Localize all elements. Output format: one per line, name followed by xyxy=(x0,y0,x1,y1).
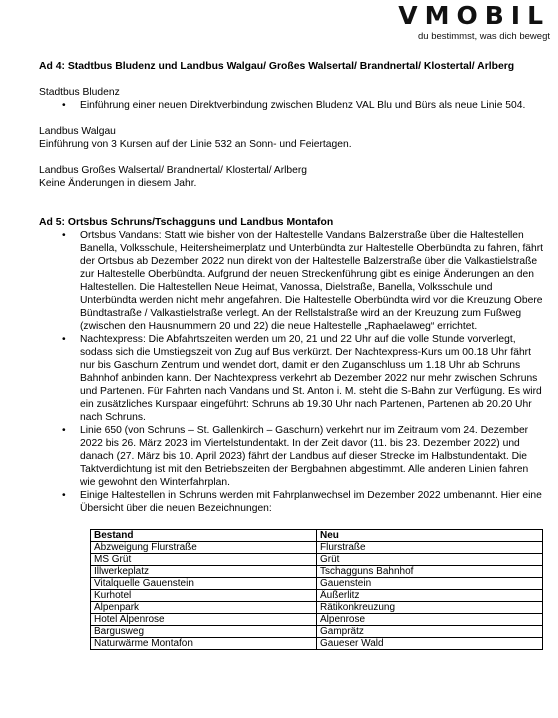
list-item: • Linie 650 (von Schruns – St. Gallenkirch – Gaschurn) verkehrt nur im Zeitraum vom 24. Dezember 2022 bis 26. März 2023 im Viertelstundentakt. In der Zeit davor (11. bis 23. Dezember 2022) und danach (27. März bis 10. April 2023) fährt der Landbus auf dieser Strecke im Halbstundentakt. Die Taktverdichtung ist mit den Betriebszeiten der Bergbahnen abgestimmt. Alle anderen Linien fahren wie gewohnt den Winterfahrplan. xyxy=(62,425,529,488)
table-row xyxy=(91,578,543,590)
stop-rename-table xyxy=(90,529,543,650)
cell-neu: Gauenstein xyxy=(317,578,543,590)
vmobil-logo xyxy=(398,2,550,42)
walgau-title: Landbus Walgau xyxy=(39,126,116,137)
document-body xyxy=(39,60,545,650)
bullet-icon: • xyxy=(62,490,66,501)
cell-neu: Gaueser Wald xyxy=(317,638,543,650)
list-item: • Nachtexpress: Die Abfahrtszeiten werden um 20, 21 und 22 Uhr auf die volle Stunde vorverlegt, sodass sich die Umstiegszeit von Zug auf Bus verkürzt. Der Nachtexpress-Kurs um 00.18 Uhr fährt nur bis Gaschurn Zentrum und wendet dort, damit er den Zuganschluss um 1.18 Uhr ab Schruns Bahnhof anbinden kann. Der Nachtexpress verkehrt ab Dezember 2022 nur mehr zwischen Schruns und Partenen. Für Fahrten nach Vandans und St. Anton i. M. steht die S-Bahn zur Verfügung. Es wird ein zusätzliches Kurspaar eingeführt: Schruns ab 19.30 Uhr nach Partenen, Partenen ab 20.20 Uhr nach Schruns. xyxy=(62,334,542,423)
table-row xyxy=(91,554,543,566)
bullet-icon: • xyxy=(62,334,66,345)
ad5-heading: Ad 5: Ortsbus Schruns/Tschagguns und Landbus Montafon xyxy=(39,217,334,228)
bullet-icon: • xyxy=(62,425,66,436)
cell-neu: Flurstraße xyxy=(317,542,543,554)
cell-bestand: Hotel Alpenrose xyxy=(91,614,317,626)
ad5-list xyxy=(39,229,545,515)
cell-bestand: Illwerkeplatz xyxy=(91,566,317,578)
cell-bestand: Bargusweg xyxy=(91,626,317,638)
bullet-icon: • xyxy=(62,230,66,241)
cell-neu: Alpenrose xyxy=(317,614,543,626)
walsertal-text: Keine Änderungen in diesem Jahr. xyxy=(39,178,197,189)
header-bestand: Bestand xyxy=(91,530,317,542)
cell-neu: Rätikonkreuzung xyxy=(317,602,543,614)
walgau-text: Einführung von 3 Kursen auf der Linie 532 an Sonn- und Feiertagen. xyxy=(39,139,352,150)
walsertal-title: Landbus Großes Walsertal/ Brandnertal/ Klostertal/ Arlberg xyxy=(39,165,308,176)
cell-neu: Gamprätz xyxy=(317,626,543,638)
cell-bestand: Naturwärme Montafon xyxy=(91,638,317,650)
table-row xyxy=(91,566,543,578)
logo-wordmark: VMOBIL xyxy=(398,1,550,30)
table-row xyxy=(91,626,543,638)
cell-bestand: Abzweigung Flurstraße xyxy=(91,542,317,554)
list-item: • Einige Haltestellen in Schruns werden mit Fahrplanwechsel im Dezember 2022 umbenannt. Hier eine Übersicht über die neuen Bezeichnungen: xyxy=(62,490,542,514)
table-header-row xyxy=(91,530,543,542)
table-row xyxy=(91,614,543,626)
logo-tagline: du bestimmst, was dich bewegt xyxy=(417,31,550,42)
table-row xyxy=(91,638,543,650)
cell-neu: Tschagguns Bahnhof xyxy=(317,566,543,578)
table-row xyxy=(91,590,543,602)
cell-bestand: Vitalquelle Gauenstein xyxy=(91,578,317,590)
cell-bestand: Kurhotel xyxy=(91,590,317,602)
ad4-heading: Ad 4: Stadtbus Bludenz und Landbus Walgau/ Großes Walsertal/ Brandnertal/ Klostertal/ Arlberg xyxy=(39,61,515,72)
cell-bestand: MS Grüt xyxy=(91,554,317,566)
header-neu: Neu xyxy=(317,530,543,542)
table-row xyxy=(91,602,543,614)
bullet-icon: • xyxy=(62,100,66,111)
cell-neu: Grüt xyxy=(317,554,543,566)
cell-neu: Äußerlitz xyxy=(317,590,543,602)
stadtbus-title: Stadtbus Bludenz xyxy=(39,87,120,98)
stadtbus-list xyxy=(39,99,545,112)
list-item: • Einführung einer neuen Direktverbindung zwischen Bludenz VAL Blu und Bürs als neue Linie 504. xyxy=(62,100,526,111)
cell-bestand: Alpenpark xyxy=(91,602,317,614)
table-row xyxy=(91,542,543,554)
list-item: • Ortsbus Vandans: Statt wie bisher von der Haltestelle Vandans Balzerstraße über die Haltestellen Banella, Volksschule, Heitersheimerplatz und Unterbündta zur Haltestelle Oberbündta zu fahren, fährt der Ortsbus ab Dezember 2022 nun direkt von der Haltestelle Balzerstraße über die Valkastielstraße zur Haltestelle Oberbündta. Aufgrund der neuen Streckenführung gibt es einige Änderungen an den Haltestellen. Die Haltestellen Neue Heimat, Vanossa, Dielstraße, Banella, Volksschule und Unterbündta werden nicht mehr angefahren. Die Haltestelle Oberbündta wird vor die Kreuzung Obere Bündtastraße / Valkastielstraße verlegt. An der Rellstalstraße wird an der Kreuzung zum Fußweg (zwischen den Hausnummern 20 und 22) die neue Haltestelle „Raphaelaweg“ errichtet. xyxy=(62,230,544,332)
